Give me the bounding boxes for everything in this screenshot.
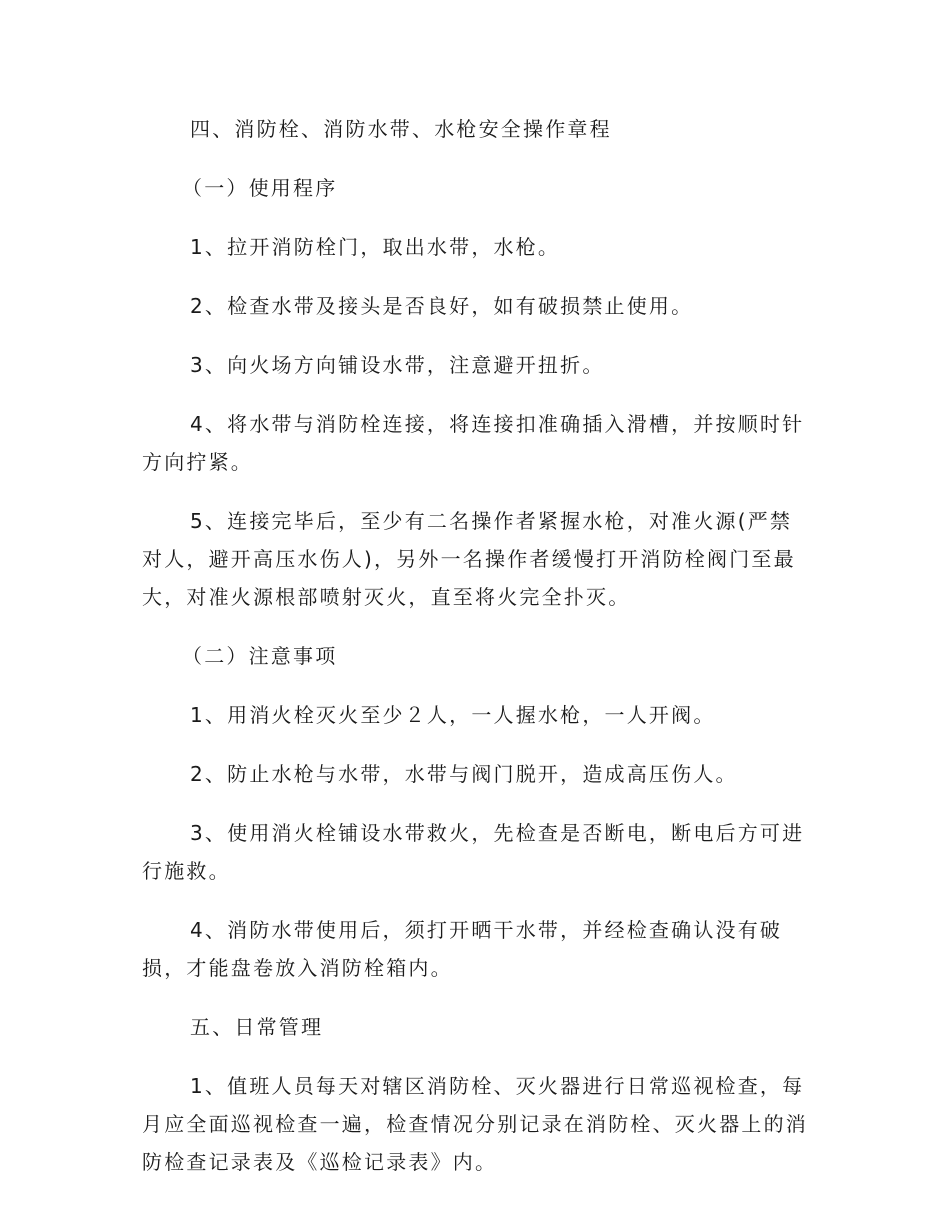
usage-step-2: 2、检查水带及接头是否良好，如有破损禁止使用。 <box>190 294 694 318</box>
usage-step-3: 3、向火场方向铺设水带，注意避开扭折。 <box>190 353 605 377</box>
daily-management-1: 1、值班人员每天对辖区消防栓、灭火器进行日常巡视检查，每月应全面巡视检查一遍，检查情况分别记录在消防栓、灭火器上的消防检查记录表及《巡检记录表》内。 <box>142 1074 808 1174</box>
usage-step-5: 5、连接完毕后，至少有二名操作者紧握水枪，对准火源(严禁对人，避开高压水伤人)，另外一名操作者缓慢打开消防栓阀门至最大，对准火源根部喷射灭火，直至将火完全扑灭。 <box>142 509 796 609</box>
precaution-3: 3、使用消火栓铺设水带救火，先检查是否断电，断电后方可进行施救。 <box>142 821 805 883</box>
document-body <box>142 110 808 1202</box>
section-5-title: 五、日常管理 <box>190 1015 324 1039</box>
precaution-4: 4、消防水带使用后，须打开晒干水带，并经检查确认没有破损，才能盘卷放入消防栓箱内。 <box>142 918 783 980</box>
precaution-1: 1、用消火栓灭火至少２人，一人握水枪，一人开阀。 <box>190 703 716 727</box>
subsection-2-title: （二）注意事项 <box>182 644 338 668</box>
subsection-1-title: （一）使用程序 <box>182 176 338 200</box>
usage-step-1: 1、拉开消防栓门，取出水带，水枪。 <box>190 235 561 259</box>
section-4-title: 四、消防栓、消防水带、水枪安全操作章程 <box>190 117 612 141</box>
precaution-2: 2、防止水枪与水带，水带与阀门脱开，造成高压伤人。 <box>190 762 738 786</box>
usage-step-4: 4、将水带与消防栓连接，将连接扣准确插入滑槽，并按顺时针方向拧紧。 <box>142 412 805 474</box>
